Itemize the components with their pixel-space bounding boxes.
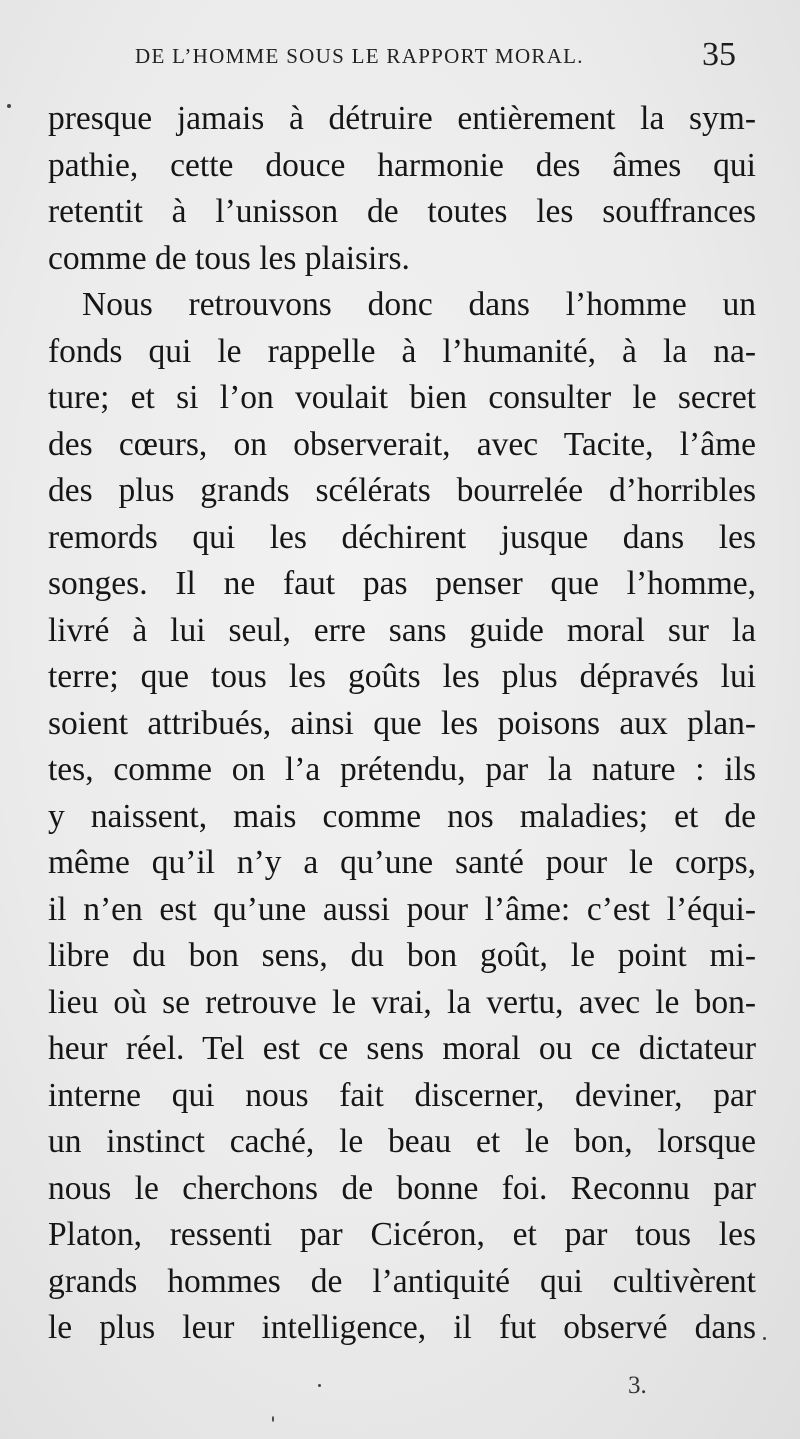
running-head: DE L’HOMME SOUS LE RAPPORT MORAL. [135, 44, 584, 68]
text-line: fonds qui le rappelle à l’humanité, à la na- [48, 332, 756, 370]
page-number: 35 [702, 36, 736, 73]
signature-mark: 3. [628, 1372, 647, 1399]
text-line: des cœurs, on observerait, avec Tacite, l’âme [48, 425, 756, 463]
text-line: grands hommes de l’antiquité qui cultivèrent [48, 1262, 756, 1300]
text-line: il n’en est qu’une aussi pour l’âme: c’est l’équi- [48, 890, 756, 928]
ink-speck [763, 1337, 766, 1340]
text-line: Platon, ressenti par Cicéron, et par tous les [48, 1216, 756, 1253]
text-line: un instinct caché, le beau et le bon, lorsque [48, 1123, 756, 1160]
text-line: tes, comme on l’a prétendu, par la nature : ils [48, 751, 756, 788]
text-line: remords qui les déchirent jusque dans les [48, 518, 756, 556]
text-line: lieu où se retrouve le vrai, la vertu, avec le bon- [48, 983, 756, 1021]
text-line: des plus grands scélérats bourrelée d’horribles [48, 472, 756, 509]
text-line: presque jamais à détruire entièrement la sym- [48, 100, 756, 137]
text-line: interne qui nous fait discerner, deviner, par [48, 1076, 756, 1114]
text-line: livré à lui seul, erre sans guide moral sur la [48, 611, 756, 649]
text-line: retentit à l’unisson de toutes les souffrances [48, 193, 756, 230]
text-line: heur réel. Tel est ce sens moral ou ce dictateur [48, 1030, 756, 1067]
page-header [0, 36, 800, 80]
text-line: songes. Il ne faut pas penser que l’homme, [48, 565, 756, 602]
text-line: ture; et si l’on voulait bien consulter le secret [48, 379, 756, 416]
text-line: comme de tous les plaisirs. [48, 239, 410, 277]
text-line: soient attribués, ainsi que les poisons aux plan- [48, 704, 756, 742]
text-line: même qu’il n’y a qu’une santé pour le corps, [48, 844, 756, 881]
text-line: libre du bon sens, du bon goût, le point mi- [48, 937, 756, 974]
text-line: pathie, cette douce harmonie des âmes qui [48, 146, 756, 184]
text-line: terre; que tous les goûts les plus dépravés lui [48, 658, 756, 695]
paragraph-first-line: Nous retrouvons donc dans l’homme un [82, 286, 756, 323]
ink-speck [272, 1416, 274, 1422]
body-text [48, 96, 756, 1352]
ink-speck [318, 1384, 321, 1387]
text-line: le plus leur intelligence, il fut observé dans [48, 1309, 756, 1346]
text-line: nous le cherchons de bonne foi. Reconnu par [48, 1169, 756, 1207]
text-line: y naissent, mais comme nos maladies; et de [48, 797, 756, 835]
ink-speck [7, 104, 11, 108]
